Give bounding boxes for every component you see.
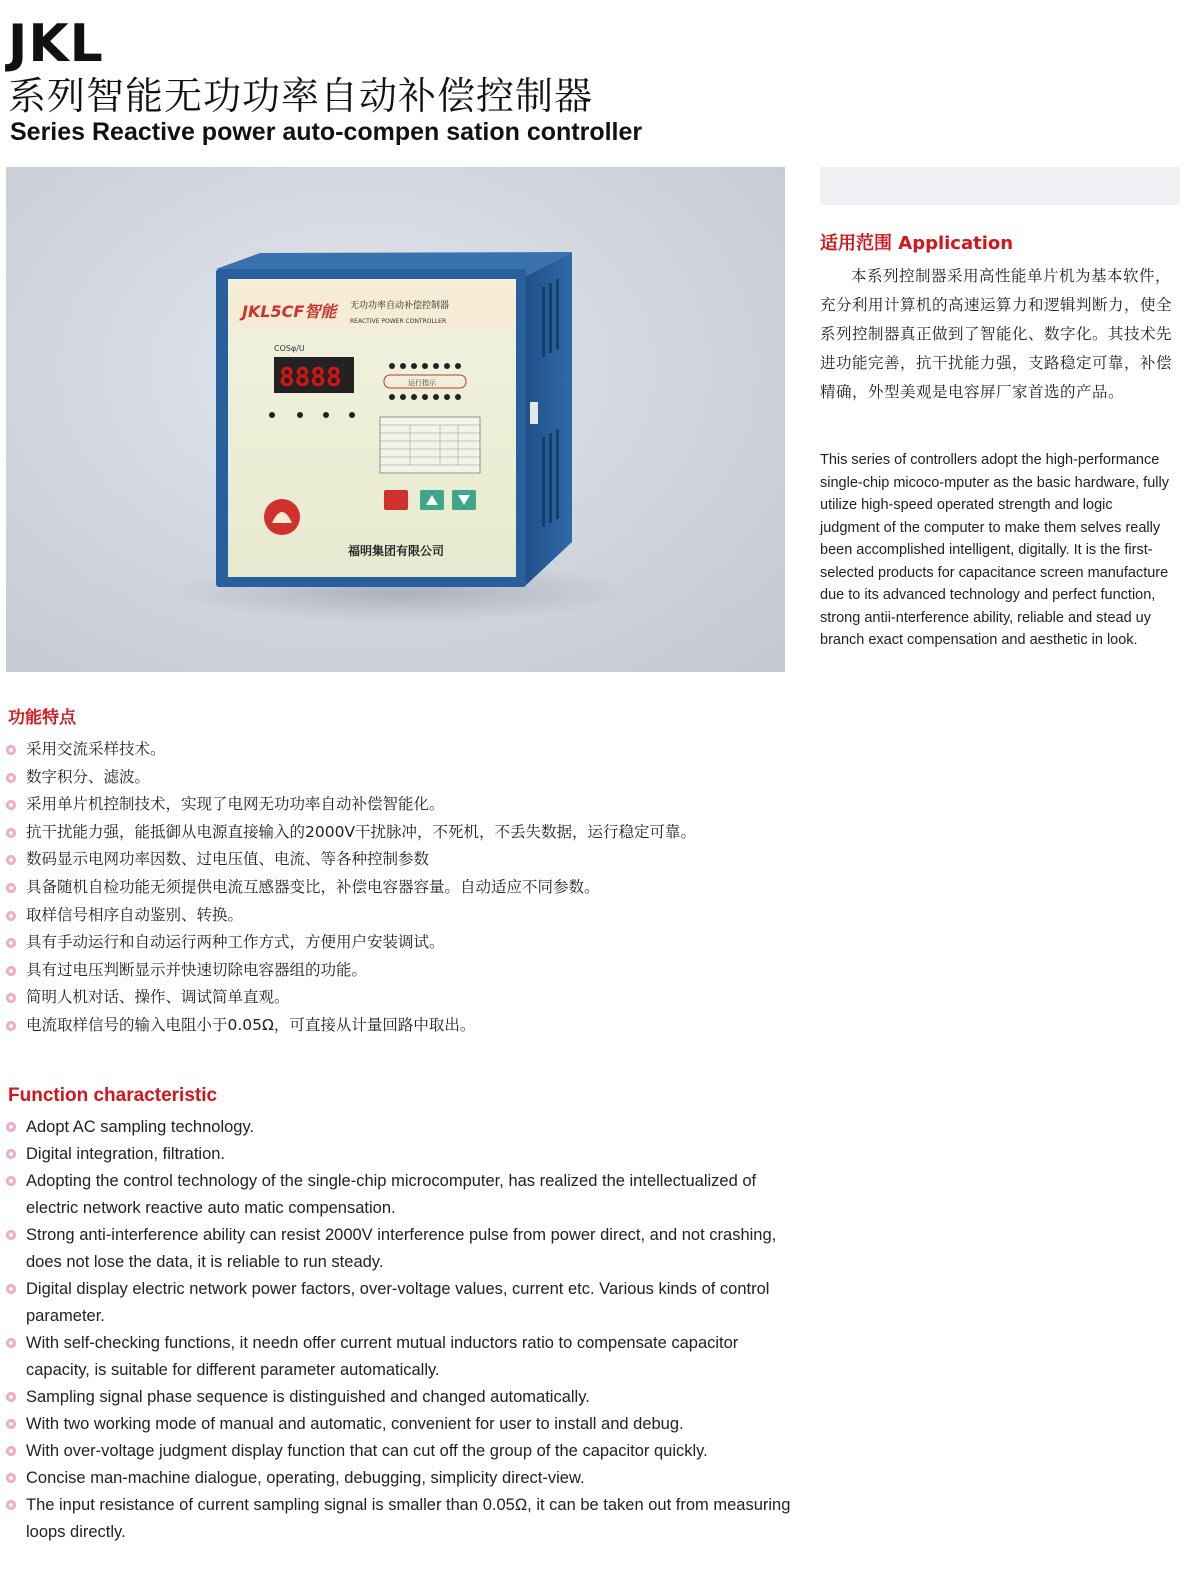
list-item-text: Concise man-machine dialogue, operating, debugging, simplicity direct-view.	[26, 1469, 585, 1487]
list-item	[6, 819, 696, 847]
parameter-table	[380, 417, 480, 473]
bullet-icon	[6, 1284, 16, 1294]
list-item	[6, 1411, 796, 1438]
device-company: 福明集团有限公司	[348, 544, 445, 558]
list-item	[6, 764, 696, 792]
features-en-list	[6, 1114, 796, 1546]
side-header-bar	[820, 167, 1180, 205]
run-indicator-label: 运行指示	[408, 379, 436, 387]
list-item-text: Digital integration, filtration.	[26, 1145, 226, 1163]
bullet-icon	[6, 745, 16, 755]
list-item-text: With two working mode of manual and automatic, convenient for user to install and debug.	[26, 1415, 684, 1433]
list-item-text: 具备随机自检功能无须提供电流互感器变比，补偿电容器容量。自动适应不同参数。	[26, 877, 600, 896]
list-item-text: 数码显示电网功率因数、过电压值、电流、等各种控制参数	[26, 850, 430, 869]
list-item-text: 取样信号相序自动鉴别、转换。	[26, 905, 244, 924]
bullet-icon	[6, 938, 16, 948]
bullet-icon	[6, 1392, 16, 1402]
bullet-icon	[6, 966, 16, 976]
bullet-icon	[6, 883, 16, 893]
list-item	[6, 1168, 796, 1222]
bullet-icon	[6, 1176, 16, 1186]
controller-illustration	[6, 167, 785, 672]
bullet-icon	[6, 800, 16, 810]
device-set-button	[384, 490, 408, 510]
list-item	[6, 1492, 796, 1546]
bullet-icon	[6, 773, 16, 783]
bullet-icon	[6, 993, 16, 1003]
list-item	[6, 1114, 796, 1141]
list-item-text: Digital display electric network power factors, over-voltage values, current etc. Various kinds of control parameter.	[26, 1280, 770, 1325]
list-item	[6, 846, 696, 874]
bullet-icon	[6, 911, 16, 921]
list-item	[6, 1465, 796, 1492]
list-item	[6, 736, 696, 764]
bullet-icon	[6, 1338, 16, 1348]
list-item-text: 抗干扰能力强，能抵御从电源直接输入的2000V干扰脉冲，不死机，不丢失数据，运行稳定可靠。	[26, 822, 697, 841]
bullet-icon	[6, 1500, 16, 1510]
list-item-text: 具有手动运行和自动运行两种工作方式，方便用户安装调试。	[26, 933, 445, 952]
list-item	[6, 1384, 796, 1411]
product-photo	[6, 167, 785, 672]
list-item-text: With self-checking functions, it needn offer current mutual inductors ratio to compensate capacitor capacity, is suitable for different parameter automatically.	[26, 1334, 739, 1379]
list-item	[6, 1012, 696, 1040]
device-panel-title-en: REACTIVE POWER CONTROLLER	[350, 318, 447, 325]
list-item	[6, 874, 696, 902]
list-item-text: 数字积分、滤波。	[26, 767, 151, 786]
application-text-cn: 本系列控制器采用高性能单片机为基本软件，充分利用计算机的高速运算力和逻辑判断力，使全系列控制器真正做到了智能化、数字化。其技术先进功能完善，抗干扰能力强，支路稳定可靠，补偿精确，外型美观是电容屏厂家首选的产品。	[820, 267, 1173, 401]
bullet-icon	[6, 1419, 16, 1429]
bullet-icon	[6, 1473, 16, 1483]
bullet-icon	[6, 1149, 16, 1159]
list-item	[6, 957, 696, 985]
list-item-text: Adopt AC sampling technology.	[26, 1118, 255, 1136]
features-cn-title: 功能特点	[8, 708, 76, 728]
list-item-text: 采用交流采样技术。	[26, 740, 166, 758]
list-item	[6, 1276, 796, 1330]
bullet-icon	[6, 855, 16, 865]
list-item-text: Adopting the control technology of the single-chip microcomputer, has realized the intellectualized of electric network reactive auto matic compensation.	[26, 1172, 757, 1217]
list-item-text: Sampling signal phase sequence is distinguished and changed automatically.	[26, 1388, 590, 1406]
list-item	[6, 1141, 796, 1168]
application-text-en: This series of controllers adopt the high-performance single-chip micoco-mputer as the basic hardware, fully utilize high-speed operated strength and logic judgment of the computer to make them selves really been accomplished intelligent, digitally. It is the first-selected products for capacitance screen manufacture due to its advanced technology and perfect function, strong antii-nterference ability, reliable and stead uy branch exact compensation and aesthetic in look.	[820, 452, 1169, 648]
display-label: COSφ/U	[274, 344, 305, 353]
list-item-text: 具有过电压判断显示并快速切除电容器组的功能。	[26, 960, 368, 979]
list-item	[6, 1222, 796, 1276]
application-title: 适用范围 Application	[820, 233, 1014, 254]
list-item-text: The input resistance of current sampling signal is smaller than 0.05Ω, it can be taken out from measuring loops directly.	[26, 1496, 791, 1541]
bullet-icon	[6, 1230, 16, 1240]
list-item-text: With over-voltage judgment display function that can cut off the group of the capacitor quickly.	[26, 1442, 708, 1460]
list-item	[6, 984, 696, 1012]
list-item	[6, 929, 696, 957]
list-item	[6, 1330, 796, 1384]
list-item-text: Strong anti-interference ability can resist 2000V interference pulse from power direct, and not crashing, does not lose the data, it is reliable to run steady.	[26, 1226, 777, 1271]
list-item-text: 简明人机对话、操作、调试简单直观。	[26, 988, 290, 1007]
list-item-text: 采用单片机控制技术，实现了电网无功功率自动补偿智能化。	[26, 795, 445, 814]
features-en-title: Function characteristic	[8, 1085, 218, 1106]
list-item-text: 电流取样信号的输入电阻小于0.05Ω，可直接从计量回路中取出。	[26, 1015, 476, 1034]
bullet-icon	[6, 1021, 16, 1031]
brand-title: JKL	[8, 14, 104, 74]
device-panel-title-cn: 无功功率自动补偿控制器	[350, 301, 450, 311]
bullet-icon	[6, 1122, 16, 1132]
page-title-cn: 系列智能无功功率自动补偿控制器	[8, 74, 594, 118]
page-title-en: Series Reactive power auto-compen sation controller	[10, 118, 643, 146]
led-digits: 8888	[279, 363, 342, 393]
features-cn-list	[6, 736, 696, 1040]
list-item	[6, 791, 696, 819]
list-item	[6, 902, 696, 930]
device-logo-text: JKL5CF智能	[242, 302, 337, 321]
bullet-icon	[6, 828, 16, 838]
list-item	[6, 1438, 796, 1465]
bullet-icon	[6, 1446, 16, 1456]
side-clip	[530, 402, 538, 424]
